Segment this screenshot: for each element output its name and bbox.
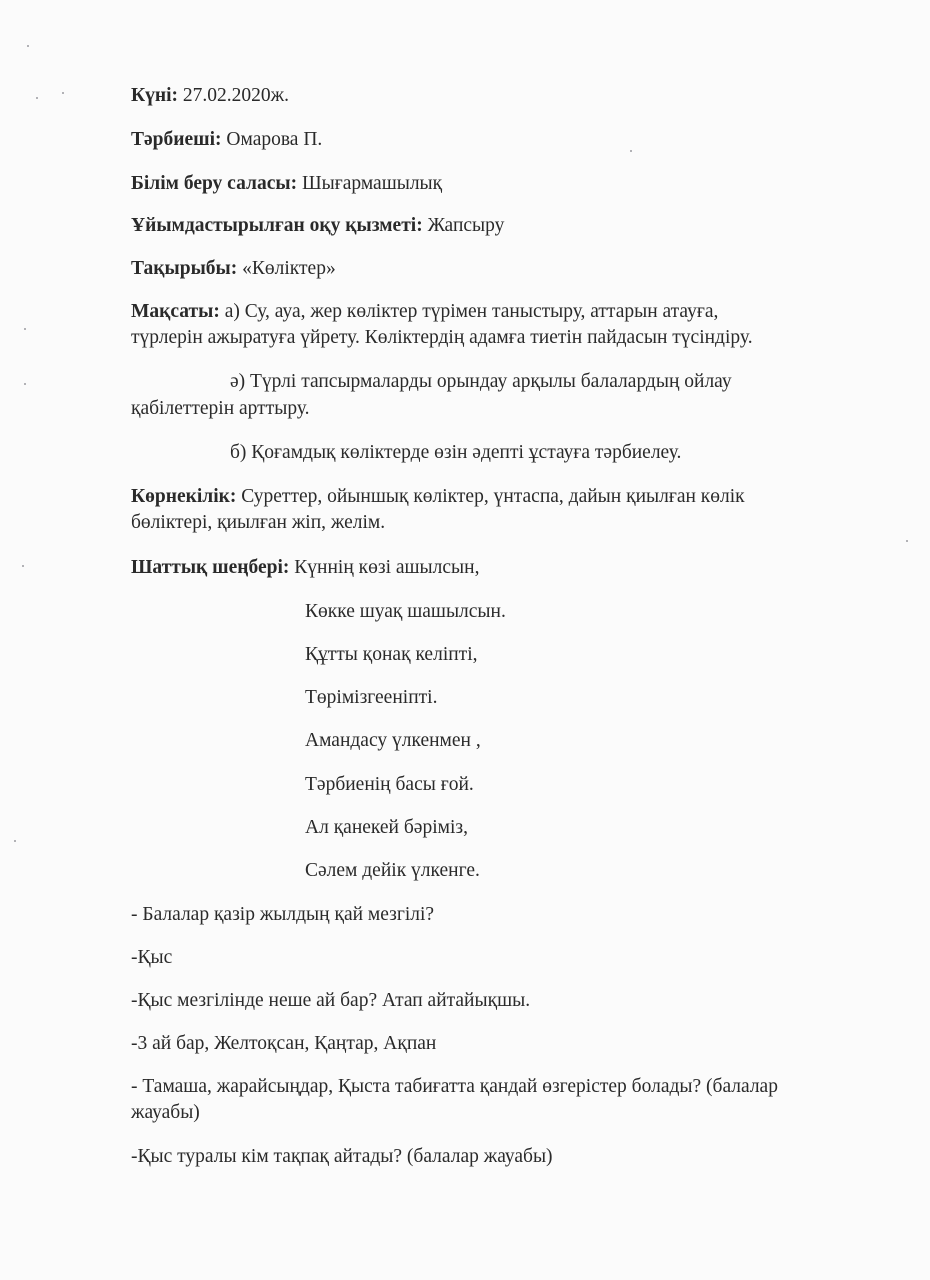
area-label: Білім беру саласы: xyxy=(131,173,298,194)
visuals-line2: бөліктері, қиылған жіп, желім. xyxy=(131,512,386,533)
teacher-value: Омарова П. xyxy=(226,129,323,150)
visuals-label: Көрнекілік: xyxy=(131,486,237,507)
date-label: Күні: xyxy=(131,85,179,106)
goals-ae-line1: ә) Түрлі тапсырмаларды орындау арқылы балалардың ойлау xyxy=(230,371,732,392)
dialogue-line: -Қыс xyxy=(131,947,173,968)
scan-speck xyxy=(22,565,24,567)
goals-ae-line2: қабілеттерін арттыру. xyxy=(131,398,310,419)
activity-field xyxy=(131,214,504,238)
topic-value: «Көліктер» xyxy=(242,258,336,279)
goals-a-text1: а) Су, ауа, жер көліктер түрімен таныстыру, аттарын атауға, xyxy=(224,301,719,322)
poem-line: Күннің көзі ашылсын, xyxy=(294,557,480,578)
teacher-field xyxy=(131,128,322,152)
visuals-text1: Суреттер, ойыншық көліктер, үнтаспа, дайын қиылған көлік xyxy=(241,486,745,507)
activity-label: Ұйымдастырылған оқу қызметі: xyxy=(131,215,423,236)
poem-line: Төрімізгееніпті. xyxy=(305,687,438,708)
area-value: Шығармашылық xyxy=(301,173,443,194)
scan-speck xyxy=(906,540,908,542)
poem-line: Ал қанекей бәріміз, xyxy=(305,817,468,838)
poem-line: Құтты қонақ келіпті, xyxy=(305,644,478,665)
scan-speck xyxy=(24,383,26,385)
goals-a-line1 xyxy=(131,300,718,324)
area-field xyxy=(131,172,442,196)
goals-label: Мақсаты: xyxy=(131,301,220,322)
teacher-label: Тәрбиеші: xyxy=(131,129,222,150)
scan-speck xyxy=(62,92,64,94)
activity-value: Жапсыру xyxy=(427,215,505,236)
dialogue-line: - Тамаша, жарайсыңдар, Қыста табиғатта қандай өзгерістер болады? (балалар xyxy=(131,1076,778,1097)
poem-line: Сәлем дейік үлкенге. xyxy=(305,860,480,881)
scan-speck xyxy=(27,45,29,47)
topic-label: Тақырыбы: xyxy=(131,258,238,279)
date-value: 27.02.2020ж. xyxy=(182,85,290,106)
visuals-line1 xyxy=(131,485,745,509)
circle-label: Шаттық шеңбері: xyxy=(131,557,290,578)
scan-speck xyxy=(36,97,38,99)
dialogue-line: -3 ай бар, Желтоқсан, Қаңтар, Ақпан xyxy=(131,1033,437,1054)
poem-line: Амандасу үлкенмен , xyxy=(305,730,481,751)
scan-speck xyxy=(14,840,16,842)
dialogue-line: -Қыс мезгілінде неше ай бар? Атап айтайықшы. xyxy=(131,990,531,1011)
dialogue-line: жауабы) xyxy=(131,1102,200,1123)
circle-line-0 xyxy=(131,556,479,580)
topic-field xyxy=(131,257,336,281)
scan-speck xyxy=(630,150,632,152)
poem-line: Тәрбиенің басы ғой. xyxy=(305,774,474,795)
dialogue-line: - Балалар қазір жылдың қай мезгілі? xyxy=(131,904,435,925)
dialogue-line: -Қыс туралы кім тақпақ айтады? (балалар жауабы) xyxy=(131,1146,553,1167)
date-field xyxy=(131,84,289,108)
goals-b-line1: б) Қоғамдық көліктерде өзін әдепті ұстауға тәрбиелеу. xyxy=(230,442,682,463)
poem-line: Көкке шуақ шашылсын. xyxy=(305,601,506,622)
goals-a-line2: түрлерін ажыратуға үйрету. Көліктердің адамға тиетін пайдасын түсіндіру. xyxy=(131,327,753,348)
scan-speck xyxy=(24,328,26,330)
